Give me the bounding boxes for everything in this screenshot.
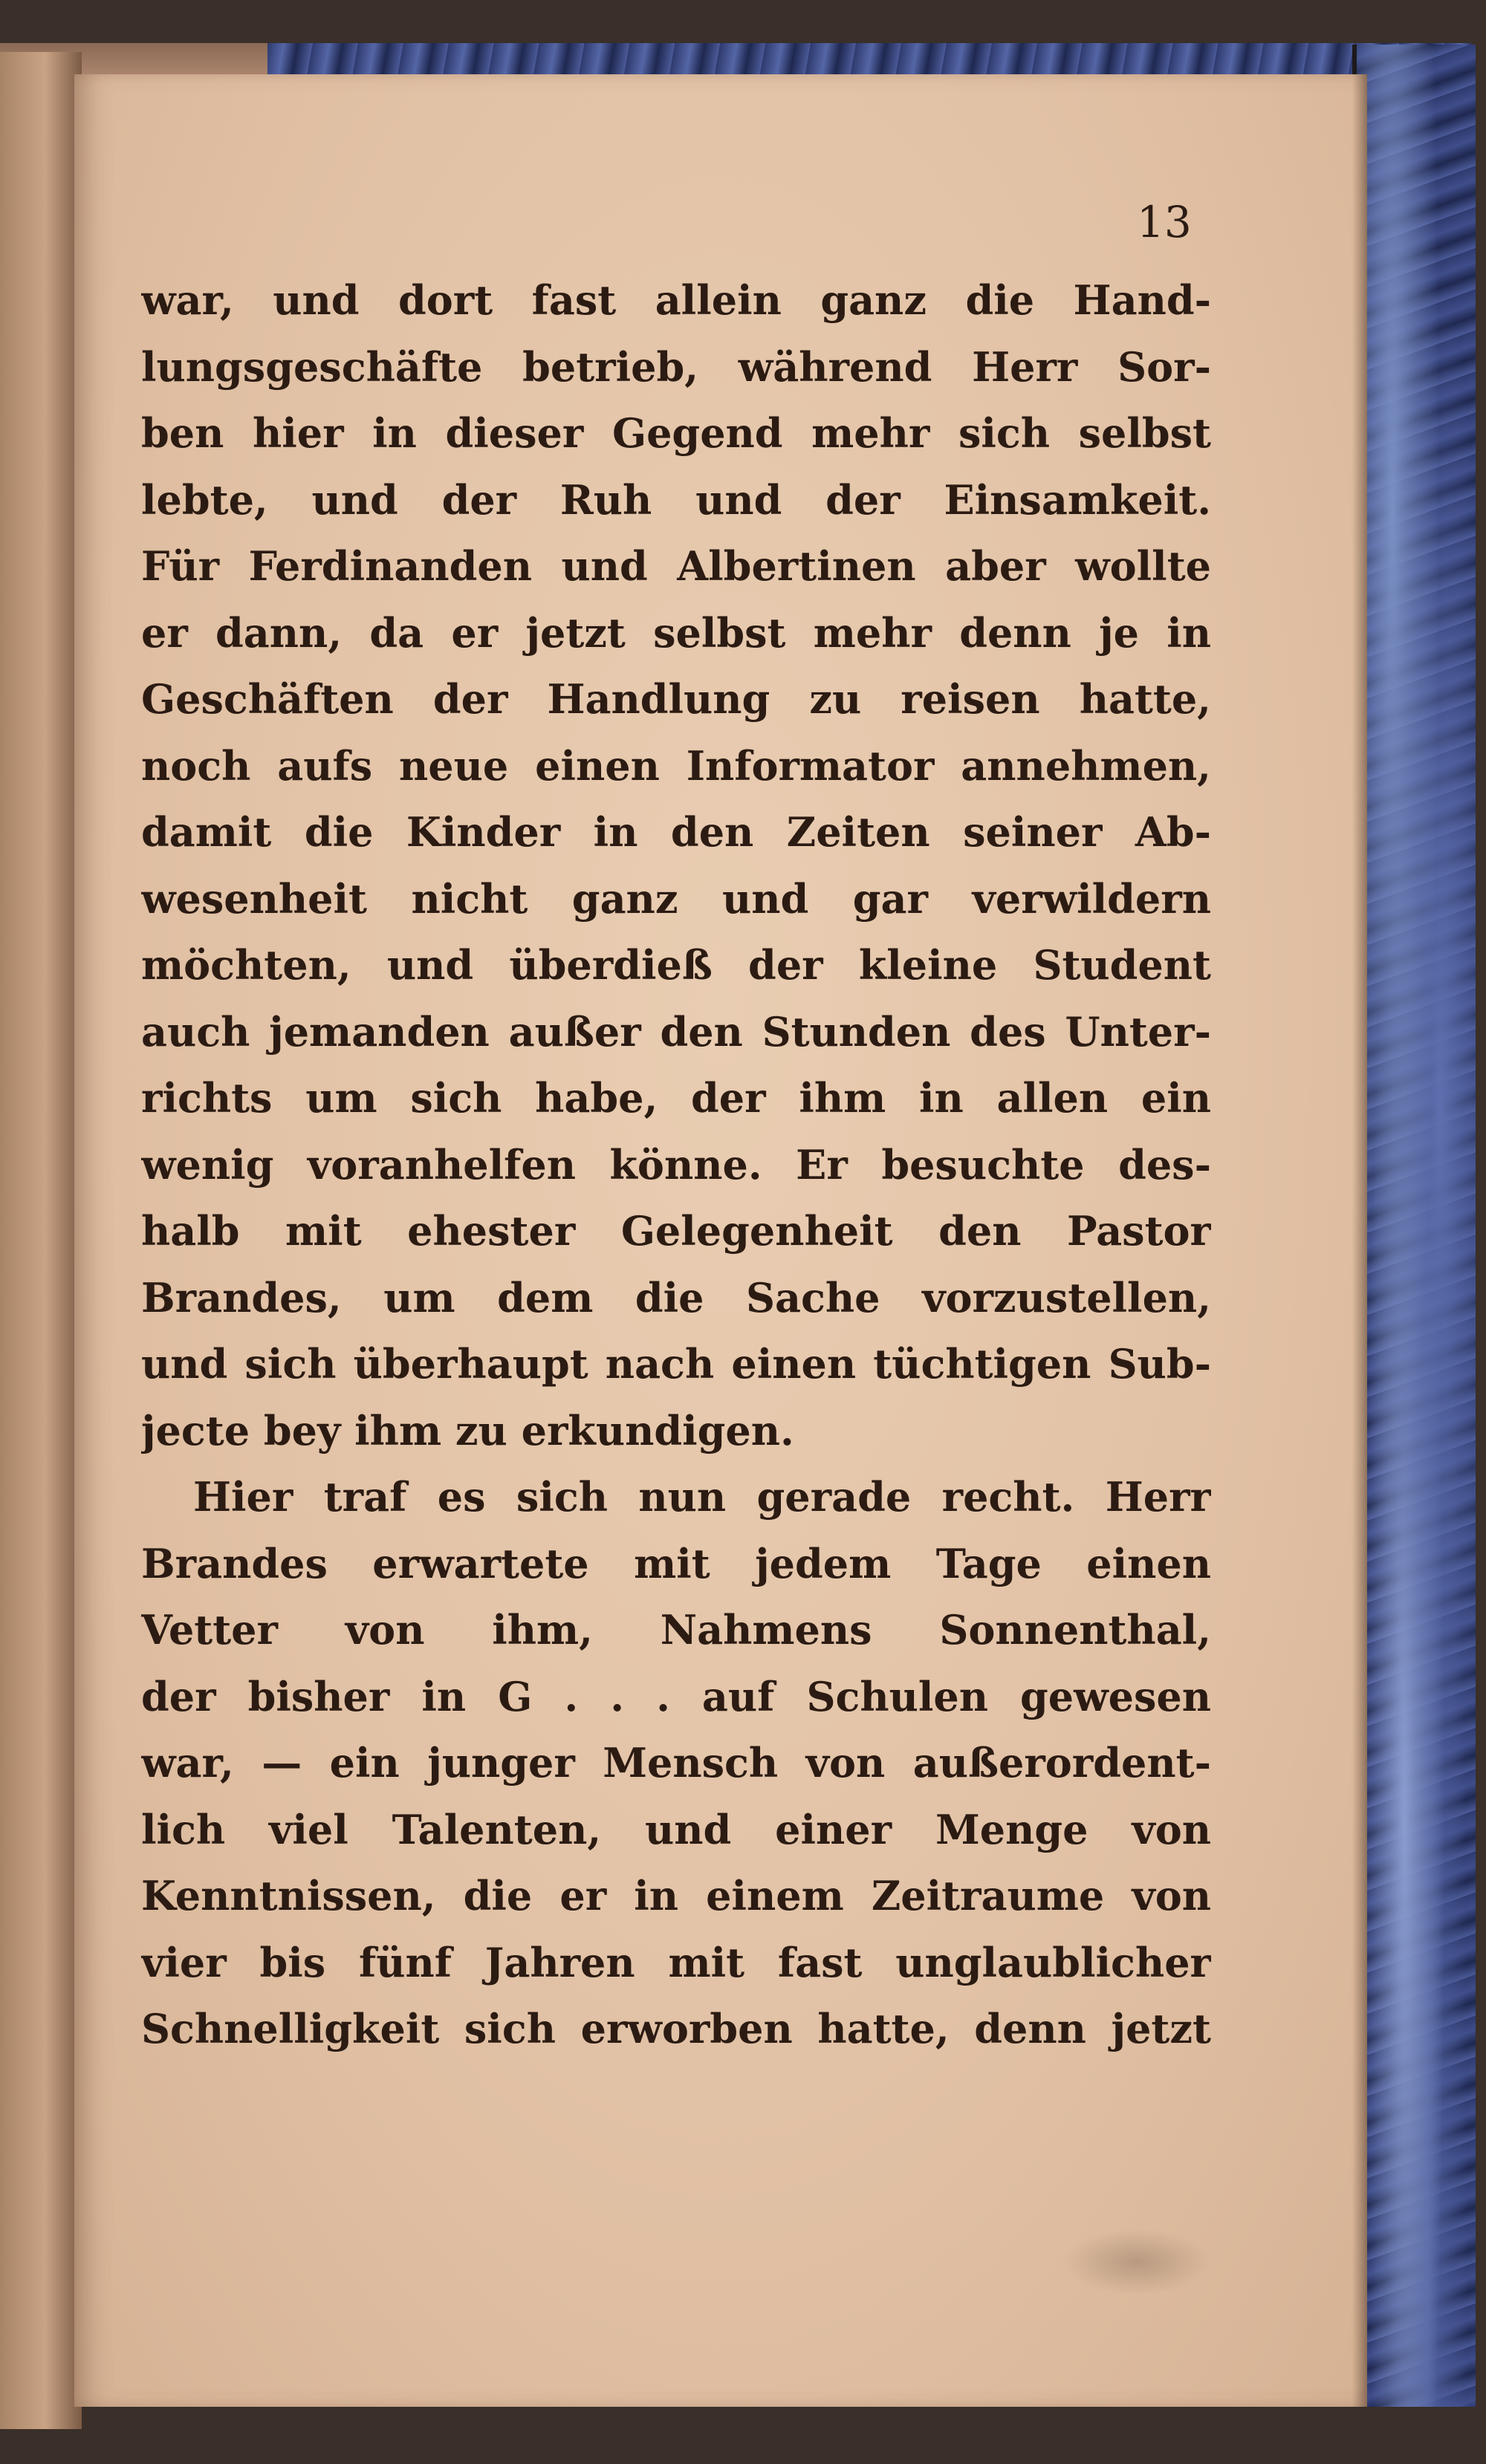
text-line: richts um sich habe, der ihm in allen ein	[141, 1074, 1211, 1122]
text-line: ben hier in dieser Gegend mehr sich selbst	[141, 409, 1211, 457]
marbled-cover	[1352, 45, 1476, 2407]
left-facing-page-edge	[0, 52, 82, 2429]
text-line: war, und dort fast allein ganz die Hand-	[141, 276, 1211, 324]
text-line: wesenheit nicht ganz und gar verwildern	[141, 874, 1211, 923]
text-line: Für Ferdinanden und Albertinen aber wollte	[141, 542, 1211, 590]
text-line: Hier traf es sich nun gerade recht. Herr	[193, 1473, 1211, 1521]
text-line: vier bis fünf Jahren mit fast unglaublicher	[141, 1938, 1211, 1986]
text-line: möchten, und überdieß der kleine Student	[141, 941, 1211, 989]
text-line: jecte bey ihm zu erkundigen.	[141, 1406, 794, 1454]
text-line: halb mit ehester Gelegenheit den Pastor	[141, 1207, 1211, 1255]
text-line: Brandes, um dem die Sache vorzustellen,	[141, 1273, 1211, 1322]
text-line: auch jemanden außer den Stunden des Unter-	[141, 1007, 1211, 1056]
text-line: Brandes erwartete mit jedem Tage einen	[141, 1539, 1211, 1587]
text-line: wenig voranhelfen könne. Er besuchte des-	[141, 1140, 1211, 1189]
text-line: Schnelligkeit sich erworben hatte, denn jetzt	[141, 2005, 1211, 2052]
text-line: noch aufs neue einen Informator annehmen,	[141, 741, 1211, 790]
page-number: 13	[1137, 197, 1192, 247]
ink-smudge	[1062, 2229, 1211, 2295]
text-line: lungsgeschäfte betrieb, während Herr Sor-	[141, 342, 1211, 391]
text-line: lich viel Talenten, und einer Menge von	[141, 1805, 1211, 1853]
text-line: und sich überhaupt nach einen tüchtigen Sub-	[141, 1340, 1211, 1388]
text-line: der bisher in G . . . auf Schulen gewesen	[141, 1672, 1211, 1720]
page-text	[141, 267, 1211, 2063]
text-line: damit die Kinder in den Zeiten seiner Ab-	[141, 808, 1211, 856]
text-line: Geschäften der Handlung zu reisen hatte,	[141, 675, 1211, 723]
text-line: lebte, und der Ruh und der Einsamkeit.	[141, 475, 1211, 524]
text-line: Kenntnissen, die er in einem Zeitraume von	[141, 1872, 1211, 1919]
text-line: er dann, da er jetzt selbst mehr denn je in	[141, 608, 1211, 657]
text-line: war, — ein junger Mensch von außerordent-	[141, 1739, 1211, 1787]
page-edge-shadow	[1352, 74, 1367, 2407]
text-line: Vetter von ihm, Nahmens Sonnenthal,	[141, 1606, 1211, 1654]
